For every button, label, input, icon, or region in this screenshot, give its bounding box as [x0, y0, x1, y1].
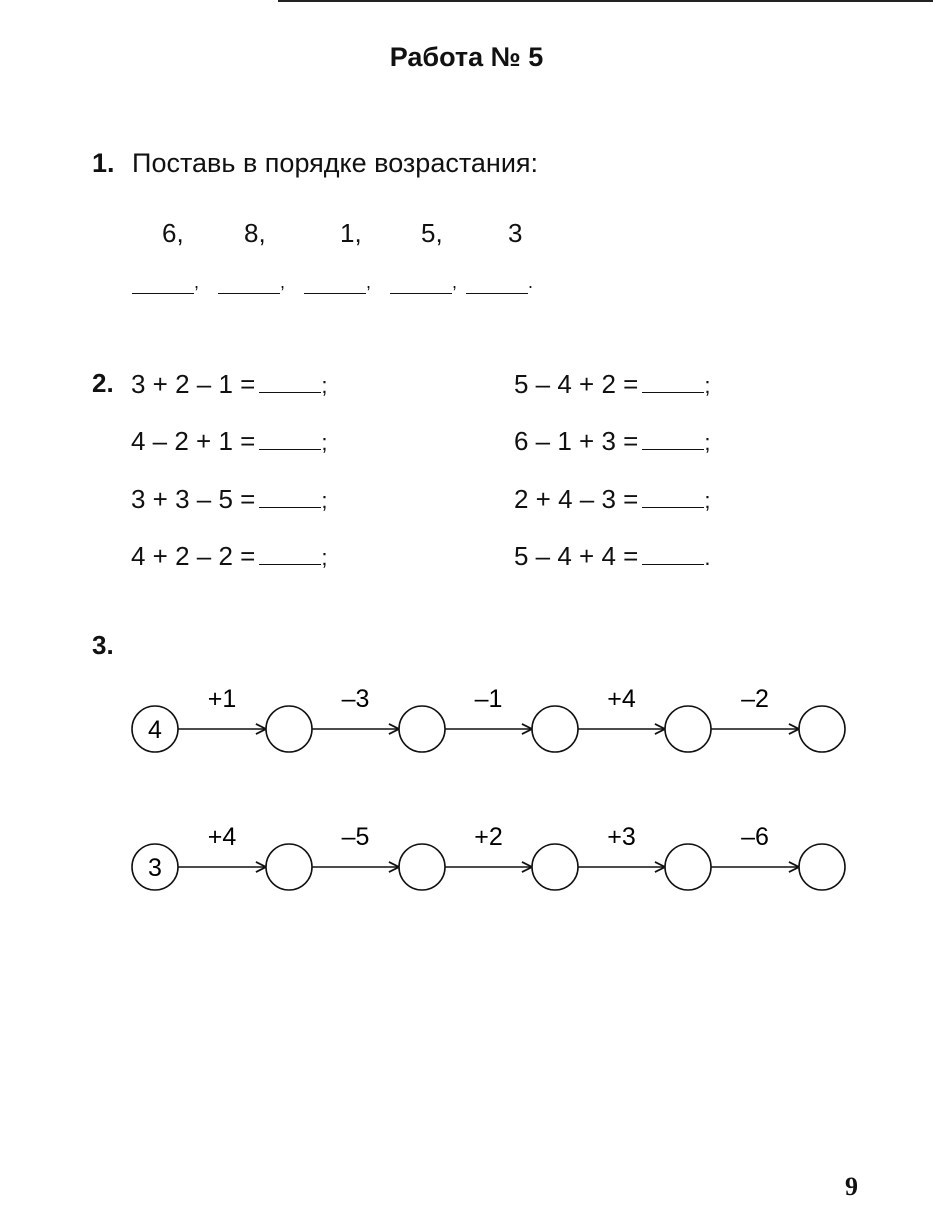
equation-expression: 4 – 2 + 1 = [131, 426, 256, 456]
answer-circle[interactable] [399, 844, 445, 890]
task-1-number-item: 6, [162, 218, 184, 248]
separator: . [528, 272, 534, 292]
start-value: 4 [148, 716, 162, 744]
separator: , [452, 272, 458, 292]
answer-circle[interactable] [799, 706, 845, 752]
operation-label: –6 [741, 823, 769, 851]
task-1-number-item: 3 [508, 218, 523, 248]
operation-label: +2 [474, 823, 503, 851]
start-value: 3 [148, 854, 162, 882]
equation-expression: 5 – 4 + 4 = [514, 541, 639, 571]
operation-label: –5 [341, 823, 370, 851]
equation-expression: 4 + 2 – 2 = [131, 541, 256, 571]
task-1-instruction: Поставь в порядке возрастания: [132, 148, 539, 178]
page-number: 9 [845, 1172, 858, 1201]
answer-circle[interactable] [799, 844, 845, 890]
answer-circle[interactable] [266, 706, 312, 752]
task-1-number: 1. [92, 148, 115, 178]
operation-label: –1 [474, 685, 503, 713]
operation-label: +4 [607, 685, 636, 713]
operation-label: –3 [341, 685, 370, 713]
separator: , [280, 272, 286, 292]
separator: , [194, 272, 200, 292]
equation-end: ; [704, 488, 711, 513]
answer-circle[interactable] [665, 706, 711, 752]
equation-end: ; [321, 545, 328, 570]
equation-end: ; [704, 430, 711, 455]
task-1-number-item: 1, [340, 218, 362, 248]
task-1-number-item: 5, [421, 218, 443, 248]
equation-end: ; [321, 373, 328, 398]
answer-circle[interactable] [266, 844, 312, 890]
equation-end: . [704, 545, 711, 570]
equation-expression: 3 + 3 – 5 = [131, 484, 256, 514]
answer-circle[interactable] [665, 844, 711, 890]
equation-end: ; [321, 430, 328, 455]
operation-label: +3 [607, 823, 636, 851]
equation-expression: 3 + 2 – 1 = [131, 369, 256, 399]
operation-label: –2 [741, 685, 769, 713]
equation-expression: 2 + 4 – 3 = [514, 484, 639, 514]
task-2-number: 2. [92, 368, 114, 398]
task-3-number: 3. [92, 630, 114, 660]
equation-expression: 5 – 4 + 2 = [514, 369, 639, 399]
chain-row-2 [132, 823, 845, 890]
answer-circle[interactable] [399, 706, 445, 752]
equation-end: ; [704, 373, 711, 398]
page-title: Работа № 5 [389, 42, 544, 72]
operation-label: +1 [207, 685, 237, 713]
task-1-number-item: 8, [244, 218, 266, 248]
answer-circle[interactable] [532, 706, 578, 752]
equation-end: ; [321, 488, 328, 513]
answer-circle[interactable] [532, 844, 578, 890]
chain-row-1 [132, 685, 845, 752]
operation-label: +4 [207, 823, 237, 851]
separator: , [366, 272, 372, 292]
equation-expression: 6 – 1 + 3 = [514, 426, 639, 456]
